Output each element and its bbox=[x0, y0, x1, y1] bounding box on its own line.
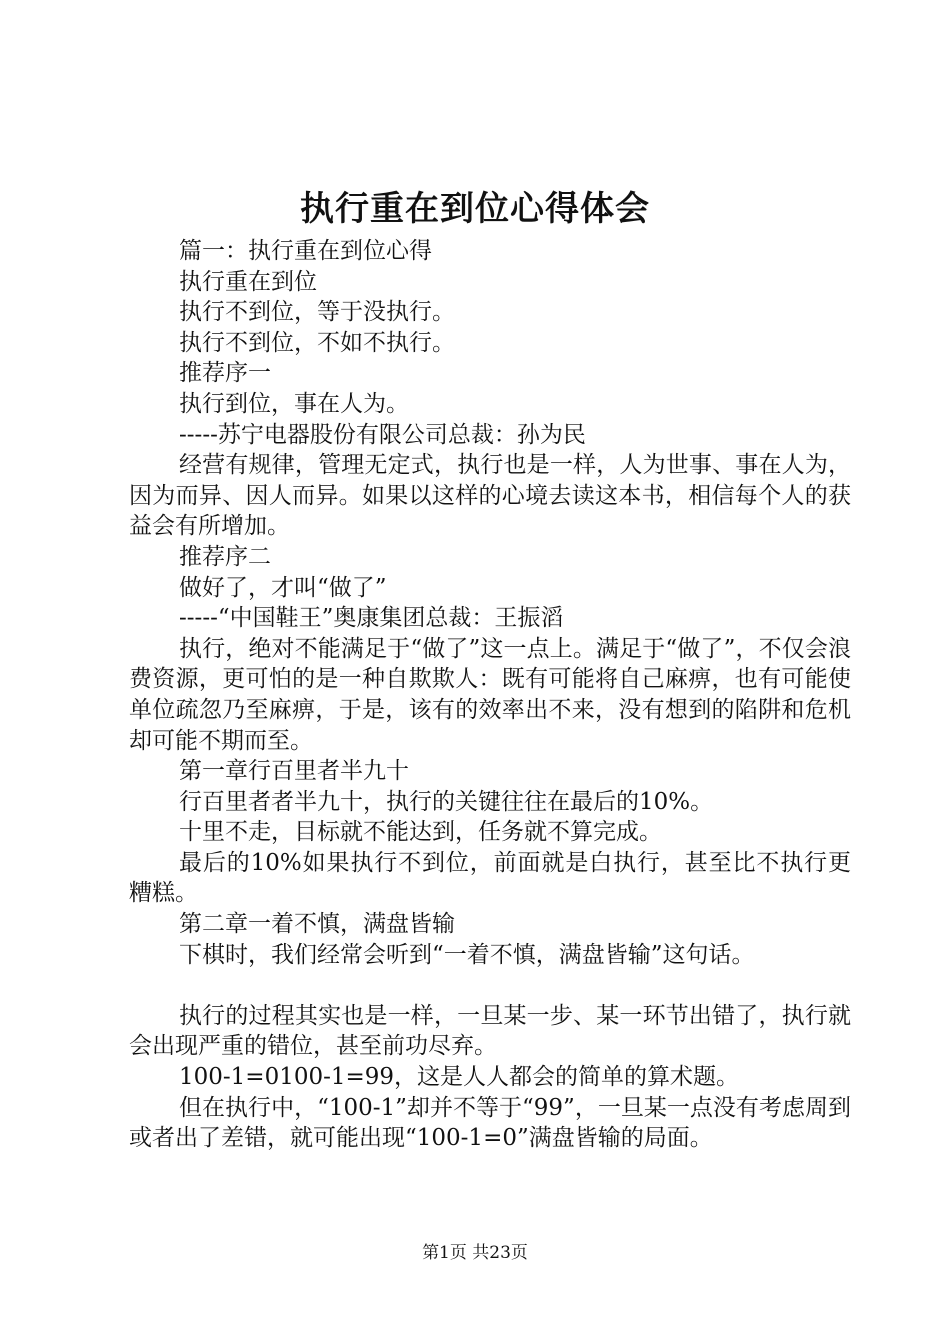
paragraph: 执行重在到位 bbox=[179, 268, 317, 295]
paragraph: 执行不到位，不如不执行。 bbox=[179, 329, 455, 356]
page-footer: 第1页 共23页 bbox=[422, 1243, 528, 1263]
paragraph: 下棋时，我们经常会听到“一着不慎，满盘皆输”这句话。 bbox=[179, 941, 755, 968]
paragraph: -----苏宁电器股份有限公司总裁：孙为民 bbox=[179, 421, 586, 448]
document-body bbox=[129, 236, 851, 1154]
paragraph: 执行不到位，等于没执行。 bbox=[179, 299, 455, 326]
paragraph: 篇一：执行重在到位心得 bbox=[179, 238, 432, 264]
paragraph: 100-1=0100-1=99，这是人人都会的简单的算术题。 bbox=[179, 1064, 740, 1091]
paragraph: 第二章一着不慎，满盘皆输 bbox=[179, 911, 455, 938]
paragraph: 推荐序一 bbox=[179, 360, 271, 387]
paragraph: 做好了，才叫“做了” bbox=[179, 574, 387, 601]
paragraph: 第一章行百里者半九十 bbox=[179, 758, 409, 785]
paragraph: 执行到位，事在人为。 bbox=[179, 390, 409, 417]
paragraph: 但在执行中，“100-1”却并不等于“99”，一旦某一点没有考虑周到或者出了差错，就可能出现“100-1=0”满盘皆输的局面。 bbox=[129, 1094, 851, 1152]
paragraph: 执行，绝对不能满足于“做了”这一点上。满足于“做了”，不仅会浪费资源，更可怕的是一种自欺欺人：既有可能将自己麻痹，也有可能使单位疏忽乃至麻痹，于是，该有的效率出不来，没有想到的陷阱和危机却可能不期而至。 bbox=[129, 635, 851, 754]
paragraph: 行百里者者半九十，执行的关键往往在最后的10%。 bbox=[179, 788, 714, 815]
paragraph: 经营有规律，管理无定式，执行也是一样，人为世事、事在人为，因为而异、因人而异。如果以这样的心境去读这本书，相信每个人的获益会有所增加。 bbox=[129, 452, 851, 540]
paragraph: 十里不走，目标就不能达到，任务就不算完成。 bbox=[179, 819, 662, 846]
paragraph: 推荐序二 bbox=[179, 543, 271, 570]
paragraph-spacer bbox=[129, 970, 851, 1001]
paragraph: 执行的过程其实也是一样，一旦某一步、某一环节出错了，执行就会出现严重的错位，甚至前功尽弃。 bbox=[129, 1002, 851, 1060]
paragraph: -----“中国鞋王”奥康集团总裁：王振滔 bbox=[179, 605, 564, 632]
document-title: 执行重在到位心得体会 bbox=[300, 189, 650, 229]
paragraph: 最后的10%如果执行不到位，前面就是白执行，甚至比不执行更糟糕。 bbox=[129, 849, 851, 907]
